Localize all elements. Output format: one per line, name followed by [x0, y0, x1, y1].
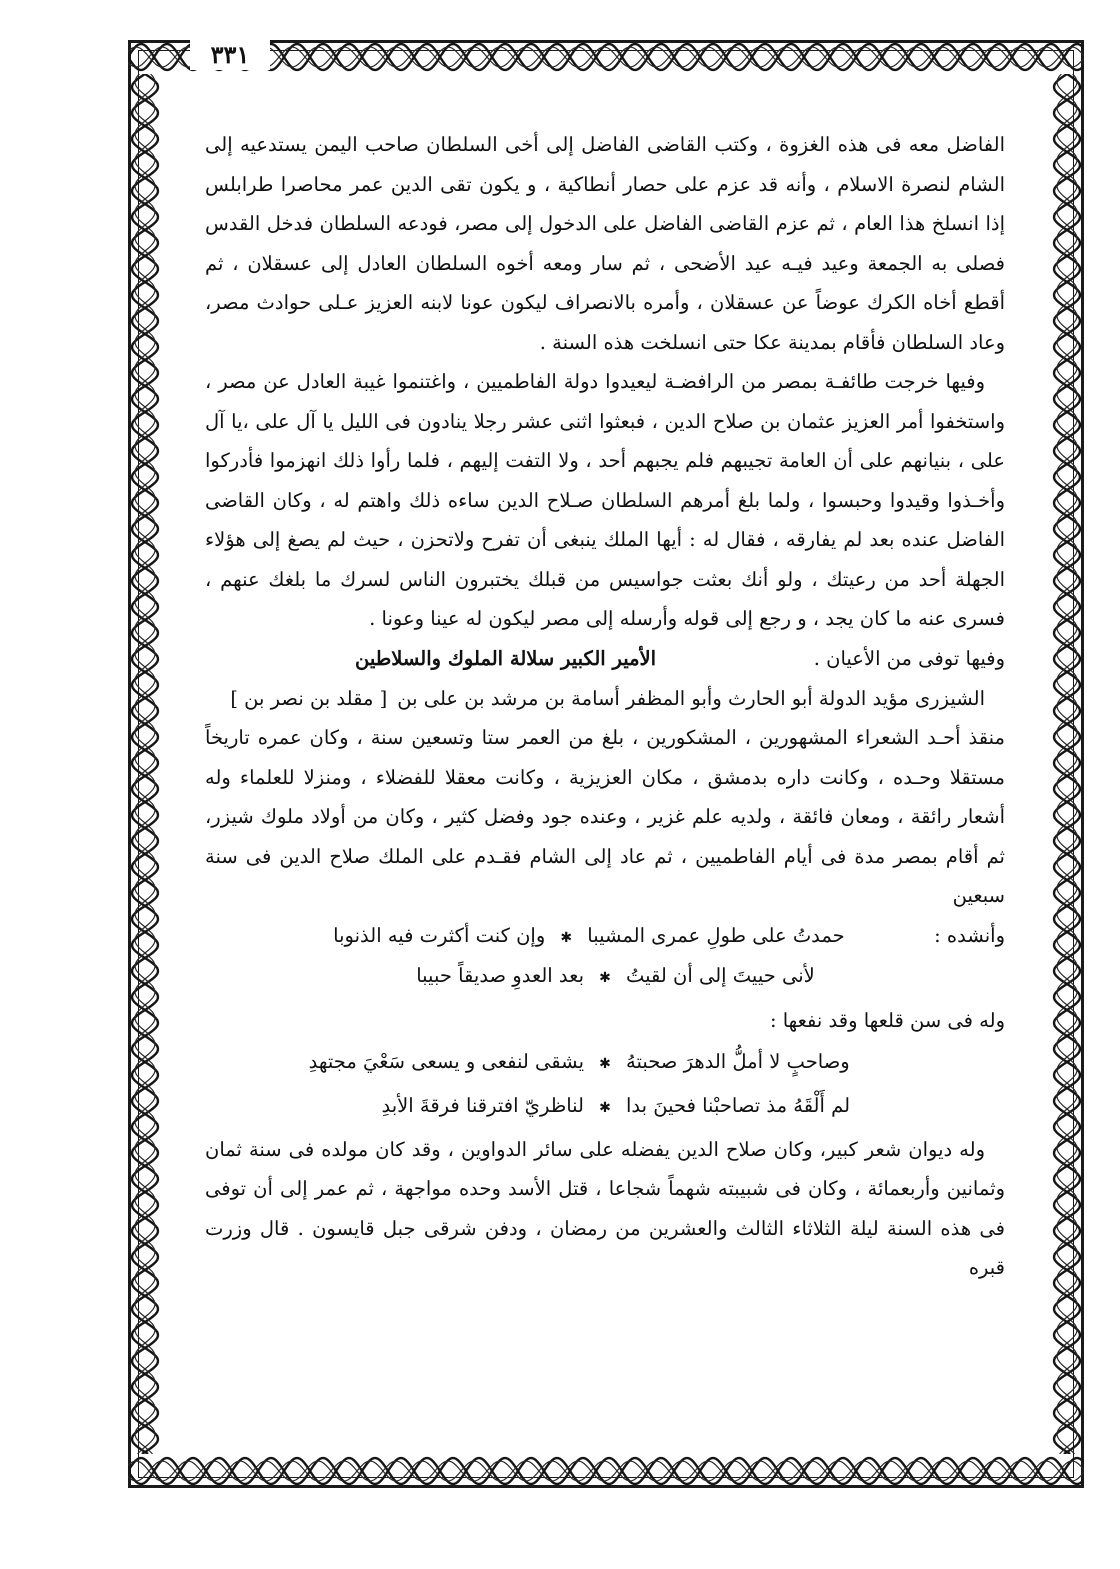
verse-separator-icon: ✱	[599, 969, 611, 986]
ornamental-chain-border-icon	[128, 1454, 1084, 1488]
poem-2-verse-1-second-hemistich: يشقى لنفعى و يسعى سَعْيَ مجتهدِ	[308, 1049, 584, 1073]
ornamental-chain-border-icon	[1050, 74, 1084, 1454]
page-body	[205, 125, 1005, 1425]
ornamental-chain-border-icon	[128, 40, 1084, 74]
paragraph-biography: منقذ أحـد الشعراء المشهورين ، المشكورين ، بلغ من العمر ستا وتسعين سنة ، وكان عمره تاريخاً مستقلا وحـده ، وكانت داره بدمشق ، مكان العزيزية ، وكانت معقلا للفضلاء ، ومنزلا للعلماء وله أشعار رائقة ، ومعان فائقة ، ولديه علم غزير ، وعنده جود وفضل كثير ، وكان من أولاد ملوك شيزر، ثم أقام بمصر مدة فى أيام الفاطميين ، ثم عاد إلى الشام فقـدم على الملك صلاح الدين فى سنة سبعين	[205, 726, 1005, 907]
biography-first-line	[205, 679, 1005, 719]
poem-2-verse-1-first-hemistich: وصاحبٍ لا أملُّ الدهرَ صحبتهُ	[626, 1049, 850, 1073]
poem-1-verse-1-first-hemistich: حمدتُ على طولِ عمرى المشيبا	[587, 923, 845, 947]
verse-separator-icon: ✱	[599, 1055, 611, 1072]
poem-2-verse-2-second-hemistich: لناظريّ افترقنا فرقةَ الأبدِ	[381, 1093, 584, 1117]
poem-1-verse-2-second-hemistich: بعد العدوِ صديقاً حبيبا	[416, 963, 584, 987]
poem-2-verse-2-first-hemistich: لم أَلْقَهُ مذ تصاحبْنا فحينَ بدا	[626, 1093, 851, 1117]
poem-2-verse-1	[205, 1042, 1005, 1086]
verse-separator-icon: ✱	[560, 929, 573, 946]
poem-1-first-line	[205, 916, 1005, 956]
biography-heading: الأمير الكبير سلالة الملوك والسلاطين	[355, 646, 657, 670]
biography-name: الشيزرى مؤيد الدولة أبو الحارث وأبو المظفر أسامة بن مرشد بن على بن	[397, 686, 985, 710]
paragraph-rafida-revolt: وفيها خرجت طائفـة بمصر من الرافضـة ليعيدوا دولة الفاطميين ، واغتنموا غيبة العادل عن مصر ، واستخفوا أمر العزيز عثمان بن صلاح الدين ، فبعثوا اثنى عشر رجلا ينادون فى الليل يا آل على ،يا آل على ، بنيانهم على أن العامة تجيبهم فلم يجبهم أحد ، ولا التفت إليهم ، فلما رأوا ذلك انهزموا فأدركوا وأخـذوا وقيدوا وحبسوا ، ولما بلغ أمرهم السلطان صـلاح الدين ساءه ذلك واهتم له ، وكان القاضى الفاضل عنده بعد لم يفارقه ، فقال له : أيها الملك ينبغى أن تفرح ولاتحزن ، حيث لم يصغ إلى هؤلاء الجهلة أحد من رعيتك ، ولو أنك بعثت جواسيس من قبلك يختبرون الناس لسرك ما بلغك عنهم ، فسرى عنه ما كان يجد ، و رجع إلى قوله وأرسله إلى مصر ليكون له عينا وعونا .	[205, 370, 1005, 630]
obituary-heading-line	[205, 639, 1005, 679]
poem-2-intro: وله فى سن قلعها وقد نفعها :	[769, 1008, 1005, 1032]
obituary-lead: وفيها توفى من الأعيان .	[813, 646, 1005, 670]
editorial-bracket-insertion: [ مقلد بن نصر بن ]	[230, 686, 388, 710]
paragraph-campaign: الفاضل معه فى هذه الغزوة ، وكتب القاضى الفاضل إلى أخى السلطان صاحب اليمن يستدعيه إلى الشام لنصرة الاسلام ، وأنه قد عزم على حصار أنطاكية ، و يكون تقى الدين عمر محاصرا طرابلس إذا انسلخ هذا العام ، ثم عزم القاضى الفاضل على الدخول إلى مصر، فودعه السلطان فدخل القدس فصلى به الجمعة وعيد فيـه عيد الأضحى ، ثم سار ومعه أخوه السلطان العادل إلى عسقلان ، ثم أقطع أخاه الكرك عوضاً عن عسقلان ، وأمره بالانصراف ليكون عونا لابنه العزيز عـلى حوادث مصر، وعاد السلطان فأقام بمدينة عكا حتى انسلخت هذه السنة .	[205, 133, 1005, 354]
poem-1-verse-2-first-hemistich: لأنى حييتَ إلى أن لقيتُ	[626, 963, 815, 987]
poem-1-verse-1-second-hemistich: وإن كنت أكثرت فيه الذنوبا	[333, 923, 546, 947]
poem-2-verse-2	[205, 1086, 1005, 1130]
paragraph-diwan-and-death: وله ديوان شعر كبير، وكان صلاح الدين يفضله على سائر الدواوين ، وقد كان مولده فى سنة ثمان وثمانين وأربعمائة ، وكان فى شبيبته شهماً شجاعا ، قتل الأسد وحده مواجهة ، ثم عمر إلى أن توفى فى هذه السنة ليلة الثلاثاء الثالث والعشرين من رمضان ، ودفن شرقى جبل قايسون . قال وزرت قبره	[205, 1137, 1005, 1279]
verse-separator-icon: ✱	[599, 1099, 611, 1116]
page-number: ٣٣١	[190, 40, 270, 70]
poem-1-verse-1	[205, 916, 915, 960]
poem-1-verse-2	[205, 956, 1005, 1000]
ornamental-chain-border-icon	[128, 74, 162, 1454]
poem-1-intro: وأنشده :	[934, 923, 1005, 947]
